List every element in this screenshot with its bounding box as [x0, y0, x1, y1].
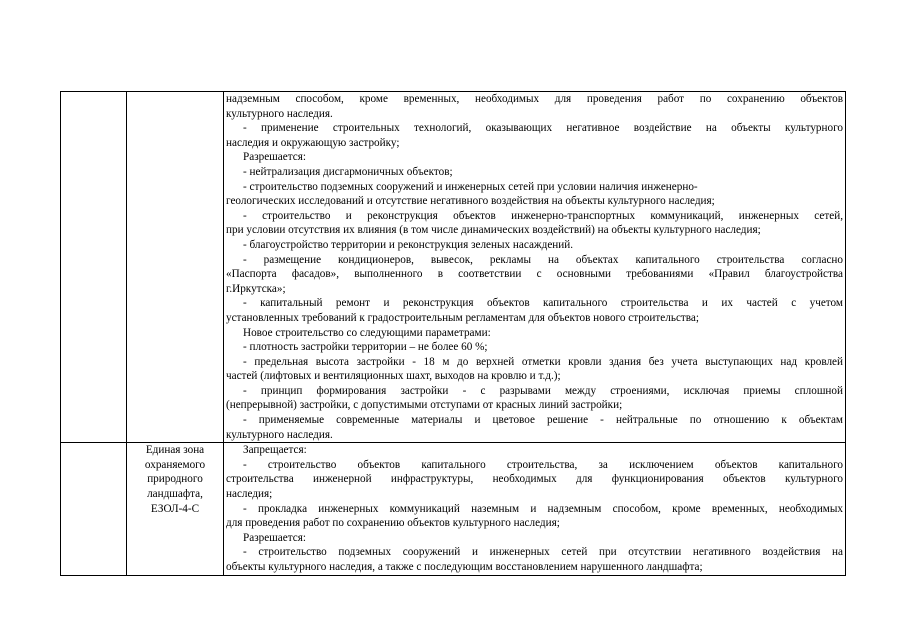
- zone-name-cell: [127, 443, 224, 575]
- zone-name-line: ландшафта,: [147, 488, 203, 501]
- text-line: при условии отсутствия их влияния (в том числе динамических воздействий) на объекты культурного наследия;: [226, 224, 761, 237]
- zone-name-cell: [127, 92, 224, 443]
- text-line: установленных требований к градостроительным регламентам для объектов нового строительства;: [226, 311, 700, 324]
- text-line: - нейтрализация дисгармоничных объектов;: [243, 165, 453, 178]
- text-line: - строительство и реконструкция объектов инженерно-транспортных коммуникаций, инженерных сетей,: [243, 209, 843, 222]
- text-line: строительства инженерной инфраструктуры, необходимых для функционирования объектов культурного: [226, 473, 843, 486]
- text-line: наследия;: [226, 488, 273, 501]
- text-line: - размещение кондиционеров, вывесок, рекламы на объектах капитального строительства согласно: [243, 253, 843, 266]
- text-line: - строительство подземных сооружений и инженерных сетей при условии наличия инженерно-: [243, 180, 698, 193]
- text-line: Запрещается:: [243, 444, 307, 457]
- row-number-cell: [61, 443, 127, 575]
- text-line: - строительство объектов капитального строительства, за исключением объектов капитального: [243, 458, 843, 471]
- text-line: - плотность застройки территории – не более 60 %;: [243, 341, 488, 354]
- text-line: - прокладка инженерных коммуникаций наземным и надземным способом, кроме временных, необходимых: [243, 502, 843, 515]
- text-line: культурного наследия.: [226, 107, 333, 120]
- text-line: Новое строительство со следующими параметрами:: [243, 326, 491, 339]
- zone-name-line: охраняемого: [144, 458, 206, 471]
- regulation-text-cell: [224, 92, 846, 443]
- zone-name-line: природного: [147, 473, 203, 486]
- row-number-cell: [61, 92, 127, 443]
- regulation-text-cell: [224, 443, 846, 575]
- text-line: - применение строительных технологий, оказывающих негативное воздействие на объекты культурного: [243, 122, 843, 135]
- text-line: - капитальный ремонт и реконструкция объектов капитального строительства и их частей с учетом: [243, 297, 843, 310]
- text-line: объекты культурного наследия, а также с последующим восстановлением нарушенного ландшафта;: [226, 561, 703, 573]
- text-line: для проведения работ по сохранению объектов культурного наследия;: [226, 517, 560, 530]
- regulations-table: [60, 91, 846, 576]
- zone-name-line: Единая зона: [145, 444, 205, 457]
- text-line: наследия и окружающую застройку;: [226, 136, 400, 149]
- text-line: - применяемые современные материалы и цветовое решение - нейтральные по отношению к объектам: [243, 414, 843, 427]
- table-row: [61, 92, 846, 443]
- table-row: [61, 443, 846, 575]
- regulations-table-body: [61, 92, 846, 576]
- text-line: частей (лифтовых и вентиляционных шахт, выходов на кровлю и т.д.);: [226, 370, 561, 383]
- text-line: Разрешается:: [243, 151, 306, 164]
- text-line: культурного наследия.: [226, 428, 333, 441]
- text-line: Разрешается:: [243, 531, 306, 544]
- text-line: - предельная высота застройки - 18 м до верхней отметки кровли здания без учета выступающих над кровлей: [243, 355, 843, 368]
- text-line: - принцип формирования застройки - с разрывами между строениями, исключая приемы сплошной: [243, 384, 843, 397]
- text-line: - строительство подземных сооружений и инженерных сетей при отсутствии негативного воздействия на: [243, 546, 843, 559]
- text-line: надземным способом, кроме временных, необходимых для проведения работ по сохранению объектов: [226, 93, 843, 105]
- text-line: г.Иркутска»;: [226, 282, 286, 295]
- text-line: (непрерывной) застройки, с допустимыми отступами от красных линий застройки;: [226, 399, 623, 412]
- text-line: «Паспорта фасадов», выполненного в соответствии с основными требованиями «Правил благоустройства: [226, 268, 843, 281]
- text-line: - благоустройство территории и реконструкция зеленых насаждений.: [243, 238, 574, 251]
- zone-name-line: ЕЗОЛ-4-С: [150, 502, 200, 515]
- text-line: геологических исследований и отсутствие негативного воздействия на объекты культурного наследия;: [226, 195, 715, 208]
